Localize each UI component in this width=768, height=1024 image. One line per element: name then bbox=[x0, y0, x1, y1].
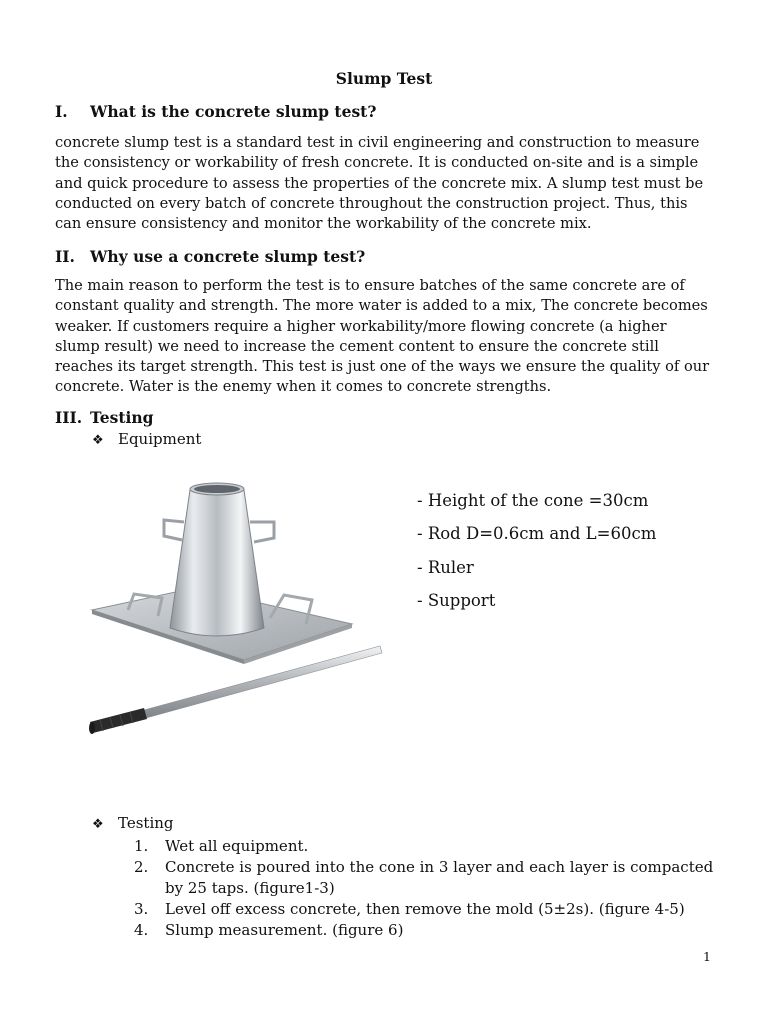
equipment-item-rod: - Rod D=0.6cm and L=60cm bbox=[417, 524, 657, 543]
equipment-item-cone-height: - Height of the cone =30cm bbox=[417, 491, 649, 510]
step-text: Concrete is poured into the cone in 3 layer and each layer is compacted by 25 taps. (figure1-3) bbox=[165, 858, 714, 897]
step-text: Wet all equipment. bbox=[165, 837, 309, 855]
section-title-2: Why use a concrete slump test? bbox=[90, 247, 366, 266]
list-item bbox=[134, 857, 724, 899]
step-text: Slump measurement. (figure 6) bbox=[165, 921, 404, 939]
document-title: Slump Test bbox=[335, 69, 433, 88]
equipment-item-ruler: - Ruler bbox=[417, 558, 474, 577]
list-item bbox=[134, 899, 724, 920]
diamond-bullet-icon: ❖ bbox=[92, 817, 104, 832]
section-title-3: Testing bbox=[90, 408, 154, 427]
equipment-item-support: - Support bbox=[417, 591, 496, 610]
page-number: 1 bbox=[703, 949, 711, 964]
step-number: 3. bbox=[134, 900, 149, 918]
section-title-1: What is the concrete slump test? bbox=[90, 102, 377, 121]
section-number-1: I. bbox=[55, 102, 68, 121]
section-number-3: III. bbox=[55, 408, 83, 427]
equipment-label: Equipment bbox=[118, 430, 202, 448]
list-item bbox=[134, 920, 724, 941]
step-number: 4. bbox=[134, 921, 149, 939]
slump-cone-equipment-image bbox=[84, 460, 384, 740]
testing-steps-list bbox=[134, 836, 724, 941]
list-item bbox=[134, 836, 724, 857]
equipment-bullet bbox=[92, 430, 201, 448]
testing-bullet bbox=[92, 814, 174, 832]
section-heading-2 bbox=[55, 247, 365, 266]
step-number: 1. bbox=[134, 837, 149, 855]
testing-label: Testing bbox=[118, 814, 174, 832]
section-body-1: concrete slump test is a standard test in civil engineering and construction to measure the consistency or workability of fresh concrete. It is conducted on-site and is a simple and quick procedure to assess the properties of the concrete mix. A slump test must be conducted on every batch of concrete throughout the construction project. Thus, this can ensure consistency and monitor the workability of the concrete mix. bbox=[55, 134, 704, 233]
step-text: Level off excess concrete, then remove the mold (5±2s). (figure 4-5) bbox=[165, 900, 685, 918]
step-number: 2. bbox=[134, 858, 149, 876]
section-number-2: II. bbox=[55, 247, 75, 266]
section-body-2: The main reason to perform the test is to ensure batches of the same concrete are of constant quality and strength. The more water is added to a mix, The concrete becomes weaker. If customers require a higher workability/more flowing concrete (a higher slump result) we need to increase the cement content to ensure the concrete still reaches its target strength. This test is just one of the ways we ensure the quality of our concrete. Water is the enemy when it comes to concrete strengths. bbox=[55, 277, 710, 396]
diamond-bullet-icon: ❖ bbox=[92, 433, 104, 448]
section-heading-3 bbox=[55, 408, 154, 427]
section-heading-1 bbox=[55, 102, 376, 121]
